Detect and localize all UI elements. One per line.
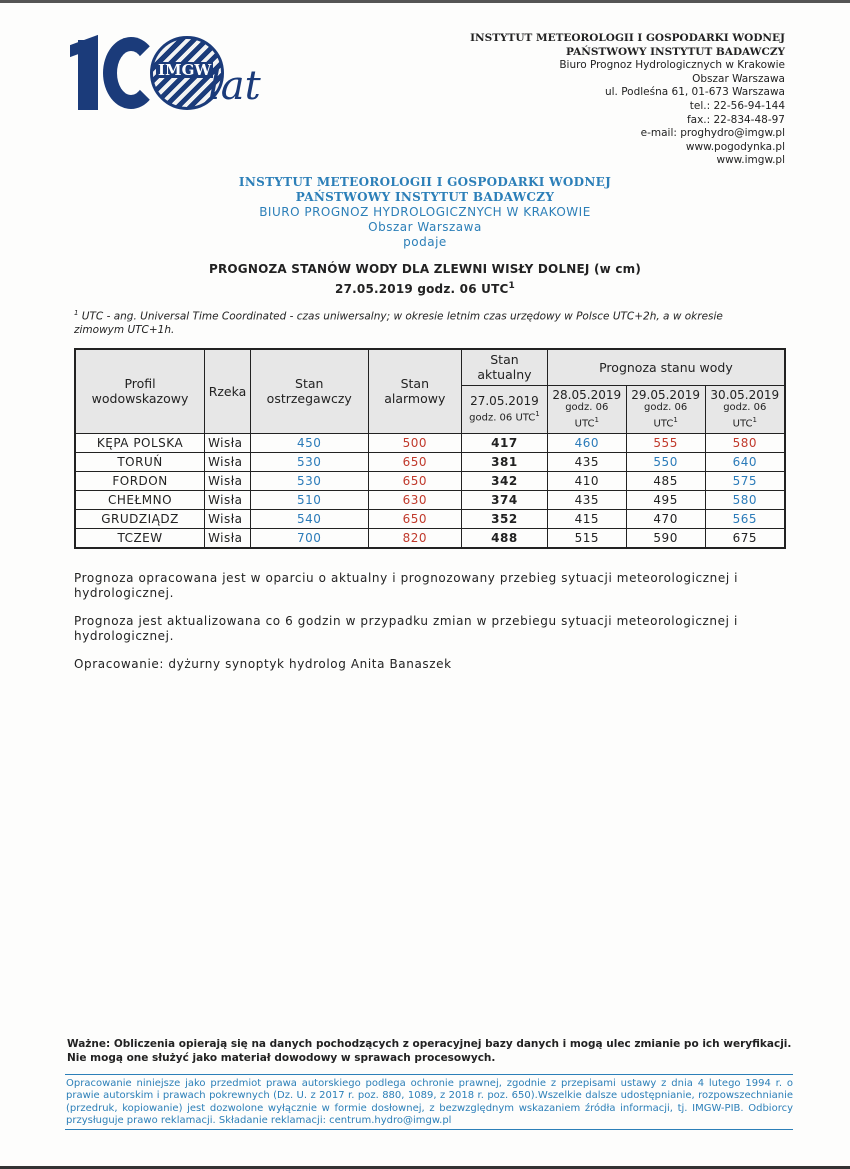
table-row (75, 509, 785, 528)
cell-rzeka: Wisła (205, 452, 251, 471)
important-notice: Ważne: Obliczenia opierają się na danych pochodzących z operacyjnej bazy danych i mogą ulec zmianie po ich weryfikacji. Nie mogą one służyć jako materiał dowodowy w sprawach procesowych. (67, 1038, 792, 1064)
copyright-notice: Opracowanie niniejsze jako przedmiot prawa autorskiego podlega ochronie prawnej, zgodnie z przepisami ustawy z dnia 4 lutego 1994 r. o prawie autorskim i prawach pokrewnych (Dz. U. z 2017 r. poz. 880, 1089, z 2018 r. poz. 650).Wszelkie dalsze udostępnianie, rozpowszechnianie (przedruk, kopiowanie) jest dozwolone wyłącznie w formie dosłownej, z bezwzględnym wskazaniem źródła informacji, tj. IMGW-PIB. Odbiorcy przysługuje prawo reklamacji. Składanie reklamacji: centrum.hydro@imgw.pl (66, 1078, 793, 1127)
table-row (75, 452, 785, 471)
cell-alarmowy: 630 (368, 490, 462, 509)
cell-profil: FORDON (75, 471, 205, 490)
col-header-aktualny-date (462, 385, 548, 433)
cell-aktualny: 488 (462, 528, 548, 548)
issuer-institute: INSTYTUT METEOROLOGII I GOSPODARKI WODNEJ (238, 175, 612, 189)
day-2-utc (627, 414, 705, 430)
cell-forecast-day-1: 515 (547, 528, 626, 548)
cell-ostrzegawczy: 450 (250, 433, 368, 452)
copyright-bottom-rule (65, 1129, 793, 1130)
utc-footnote (74, 307, 764, 337)
aktualny-time-text: godz. 06 UTC (469, 412, 536, 424)
issuer-office: BIURO PROGNOZ HYDROLOGICZNYCH W KRAKOWIE (259, 205, 591, 219)
cell-aktualny: 381 (462, 452, 548, 471)
letterhead-fax: fax.: 22-834-48-97 (686, 113, 785, 126)
cell-ostrzegawczy: 510 (250, 490, 368, 509)
table-row (75, 490, 785, 509)
cell-rzeka: Wisła (205, 471, 251, 490)
day-3-date: 30.05.2019 (710, 387, 780, 402)
cell-forecast-day-2: 590 (626, 528, 705, 548)
logo-imgw-text: IMGW (158, 61, 212, 79)
footnote-text: UTC - ang. Universal Time Coordinated - czas uniwersalny; w okresie letnim czas urzędowy w Polsce UTC+2h, a w okresie zimowym UTC+1h. (74, 310, 723, 336)
cell-rzeka: Wisła (205, 433, 251, 452)
day-1-godz: godz. 06 (565, 401, 609, 413)
col-header-alarmowy: Stan alarmowy (368, 349, 462, 433)
cell-aktualny: 374 (462, 490, 548, 509)
document-title (0, 261, 850, 298)
cell-alarmowy: 650 (368, 452, 462, 471)
note-author: Opracowanie: dyżurny synoptyk hydrolog Anita Banaszek (74, 657, 452, 671)
cell-forecast-day-2: 495 (626, 490, 705, 509)
cell-forecast-day-3: 580 (705, 490, 785, 509)
cell-profil: GRUDZIĄDZ (75, 509, 205, 528)
issuer-area: Obszar Warszawa (368, 220, 482, 234)
cell-forecast-day-3: 565 (705, 509, 785, 528)
cell-forecast-day-1: 460 (547, 433, 626, 452)
cell-forecast-day-2: 550 (626, 452, 705, 471)
cell-ostrzegawczy: 700 (250, 528, 368, 548)
note-update-frequency: Prognoza jest aktualizowana co 6 godzin w przypadku zmian w przebiegu sytuacji meteorologicznej i hydrologicznej. (74, 614, 738, 643)
letterhead (470, 32, 785, 168)
copyright-top-rule (65, 1074, 793, 1075)
cell-forecast-day-1: 435 (547, 452, 626, 471)
day-3-utc (706, 414, 784, 430)
day-2-godz: godz. 06 (644, 401, 688, 413)
letterhead-web-imgw: www.imgw.pl (716, 154, 785, 167)
letterhead-area: Obszar Warszawa (692, 72, 785, 85)
cell-aktualny: 352 (462, 509, 548, 528)
aktualny-date: 27.05.2019 (470, 393, 539, 408)
cell-forecast-day-3: 675 (705, 528, 785, 548)
cell-forecast-day-1: 410 (547, 471, 626, 490)
title-date (0, 278, 850, 298)
forecast-rows (75, 433, 785, 548)
note-methodology: Prognoza opracowana jest w oparciu o aktualny i prognozowany przebieg sytuacji meteorologicznej i hydrologicznej. (74, 571, 739, 600)
aktualny-footnote-mark: 1 (535, 409, 540, 418)
cell-forecast-day-3: 640 (705, 452, 785, 471)
col-header-prognoza: Prognoza stanu wody (547, 349, 785, 385)
aktualny-time (462, 408, 547, 424)
cell-rzeka: Wisła (205, 490, 251, 509)
cell-forecast-day-1: 435 (547, 490, 626, 509)
cell-forecast-day-3: 580 (705, 433, 785, 452)
cell-profil: TORUŃ (75, 452, 205, 471)
issuer-institute-type: PAŃSTWOWY INSTYTUT BADAWCZY (295, 190, 555, 204)
cell-forecast-day-2: 555 (626, 433, 705, 452)
cell-rzeka: Wisła (205, 509, 251, 528)
table-row (75, 528, 785, 548)
cell-alarmowy: 650 (368, 471, 462, 490)
issuer-header (0, 175, 850, 250)
letterhead-web-pogodynka: www.pogodynka.pl (685, 140, 785, 153)
col-header-day-3 (705, 385, 785, 433)
issuer-podaje: podaje (403, 235, 447, 249)
day-1-date: 28.05.2019 (552, 387, 622, 402)
cell-profil: TCZEW (75, 528, 205, 548)
cell-alarmowy: 500 (368, 433, 462, 452)
cell-ostrzegawczy: 530 (250, 452, 368, 471)
col-header-profil: Profil wodowskazowy (75, 349, 205, 433)
letterhead-office: Biuro Prognoz Hydrologicznych w Krakowie (559, 59, 785, 72)
cell-alarmowy: 820 (368, 528, 462, 548)
title-date-text: 27.05.2019 godz. 06 UTC (335, 282, 509, 296)
cell-forecast-day-3: 575 (705, 471, 785, 490)
cell-forecast-day-2: 485 (626, 471, 705, 490)
cell-forecast-day-1: 415 (547, 509, 626, 528)
day-1-utc-text: UTC (574, 418, 595, 430)
cell-ostrzegawczy: 540 (250, 509, 368, 528)
water-level-forecast-table (74, 348, 786, 549)
day-3-footnote-mark: 1 (752, 415, 757, 424)
day-3-utc-text: UTC (732, 418, 753, 430)
logo-lat-text: lat (208, 63, 261, 109)
col-header-ostrzegawczy: Stan ostrzegawczy (250, 349, 368, 433)
cell-alarmowy: 650 (368, 509, 462, 528)
day-1-footnote-mark: 1 (594, 415, 599, 424)
cell-rzeka: Wisła (205, 528, 251, 548)
cell-aktualny: 342 (462, 471, 548, 490)
top-border (0, 0, 850, 3)
letterhead-institute: INSTYTUT METEOROLOGII I GOSPODARKI WODNEJ (470, 32, 785, 44)
day-3-godz: godz. 06 (723, 401, 767, 413)
cell-ostrzegawczy: 530 (250, 471, 368, 490)
letterhead-email: e-mail: proghydro@imgw.pl (640, 127, 785, 140)
table-row (75, 433, 785, 452)
day-1-utc (548, 414, 626, 430)
col-header-aktualny: Stan aktualny (462, 349, 548, 385)
cell-forecast-day-2: 470 (626, 509, 705, 528)
day-2-footnote-mark: 1 (673, 415, 678, 424)
footnote-mark: 1 (74, 309, 79, 317)
letterhead-institute-type: PAŃSTWOWY INSTYTUT BADAWCZY (565, 45, 785, 58)
letterhead-address: ul. Podleśna 61, 01-673 Warszawa (604, 86, 785, 99)
cell-profil: CHEŁMNO (75, 490, 205, 509)
title-line: PROGNOZA STANÓW WODY DLA ZLEWNI WISŁY DOLNEJ (w cm) (208, 262, 642, 276)
table-row (75, 471, 785, 490)
day-2-utc-text: UTC (653, 418, 674, 430)
cell-profil: KĘPA POLSKA (75, 433, 205, 452)
day-2-date: 29.05.2019 (631, 387, 700, 402)
col-header-day-1 (547, 385, 626, 433)
logo-one-stem (78, 40, 98, 110)
imgw-100-lat-logo (78, 32, 261, 118)
cell-aktualny: 417 (462, 433, 548, 452)
col-header-day-2 (626, 385, 705, 433)
col-header-rzeka: Rzeka (205, 349, 251, 433)
title-footnote-mark: 1 (508, 281, 515, 291)
letterhead-tel: tel.: 22-56-94-144 (689, 99, 785, 112)
